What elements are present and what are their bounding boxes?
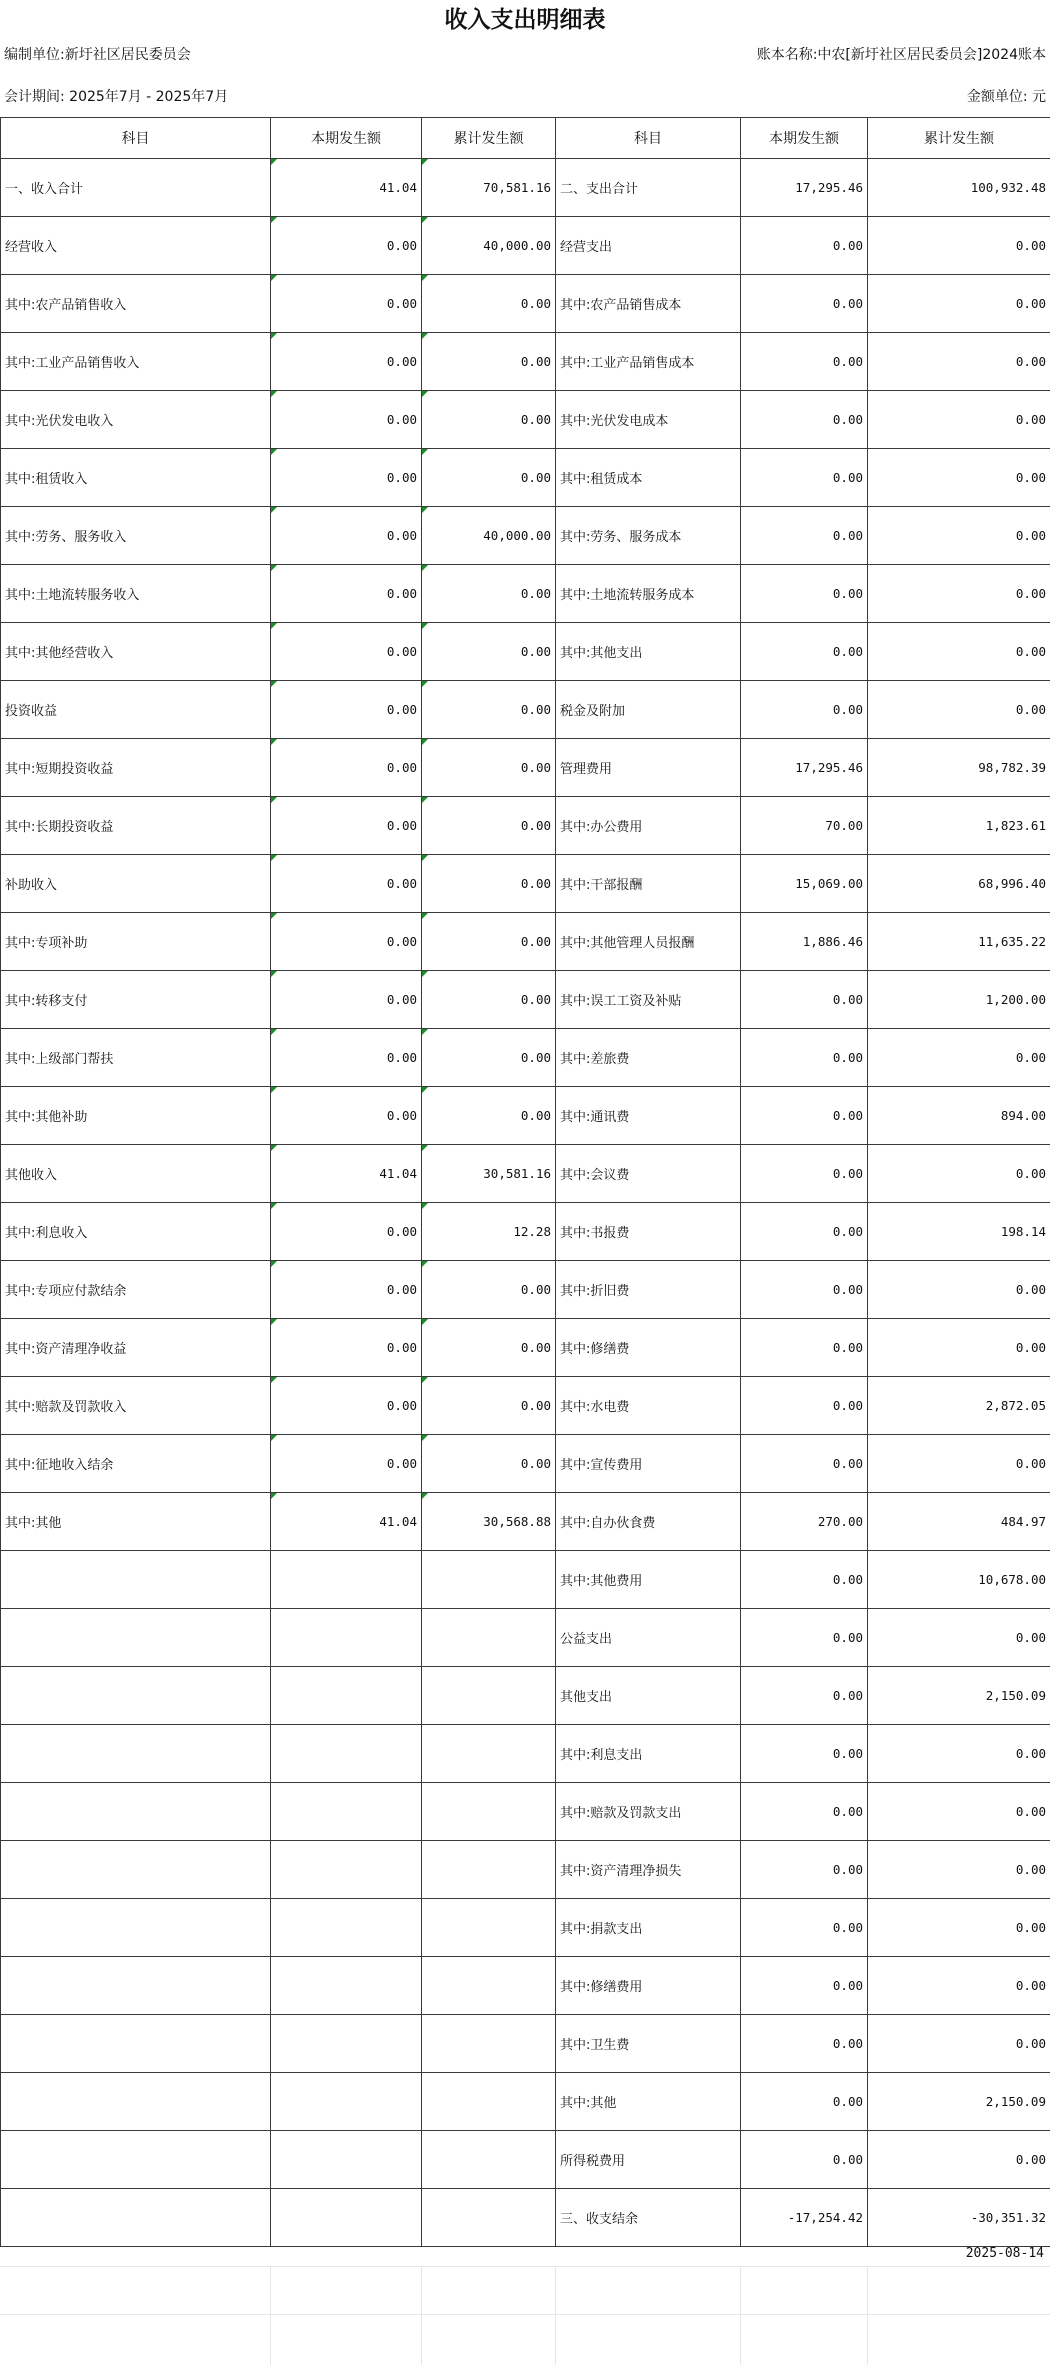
income-cumulative: 30,568.88 [422, 1493, 556, 1551]
income-cumulative-empty [422, 1609, 556, 1667]
table-header-row [1, 118, 1050, 159]
income-current-empty [271, 2131, 422, 2189]
expense-current: 0.00 [741, 1319, 868, 1377]
expense-cumulative: 98,782.39 [868, 739, 1050, 797]
table-row [1, 1435, 1050, 1493]
table-row [1, 1319, 1050, 1377]
income-current-empty [271, 1725, 422, 1783]
income-cumulative-empty [422, 2189, 556, 2247]
income-current: 0.00 [271, 855, 422, 913]
income-current: 0.00 [271, 449, 422, 507]
expense-cumulative: 100,932.48 [868, 159, 1050, 217]
income-subject: 其中:其他 [1, 1493, 271, 1551]
income-cumulative-empty [422, 2015, 556, 2073]
income-subject: 其中:转移支付 [1, 971, 271, 1029]
expense-cumulative: 1,823.61 [868, 797, 1050, 855]
expense-subject: 其中:会议费 [556, 1145, 741, 1203]
expense-cumulative: 0.00 [868, 1029, 1050, 1087]
expense-subject: 三、收支结余 [556, 2189, 741, 2247]
expense-current: 1,886.46 [741, 913, 868, 971]
income-subject-empty [1, 2131, 271, 2189]
income-cumulative: 70,581.16 [422, 159, 556, 217]
expense-current: -17,254.42 [741, 2189, 868, 2247]
income-current-empty [271, 1899, 422, 1957]
income-subject: 其中:工业产品销售收入 [1, 333, 271, 391]
income-subject: 其中:光伏发电收入 [1, 391, 271, 449]
expense-cumulative: 11,635.22 [868, 913, 1050, 971]
table-row [1, 391, 1050, 449]
income-cumulative-empty [422, 1957, 556, 2015]
table-row [1, 449, 1050, 507]
income-subject: 其中:赔款及罚款收入 [1, 1377, 271, 1435]
income-current: 0.00 [271, 913, 422, 971]
income-subject: 其他收入 [1, 1145, 271, 1203]
income-cumulative-empty [422, 1783, 556, 1841]
income-cumulative-empty [422, 1725, 556, 1783]
expense-subject: 其中:通讯费 [556, 1087, 741, 1145]
income-cumulative: 0.00 [422, 1377, 556, 1435]
expense-current: 0.00 [741, 1261, 868, 1319]
expense-current: 0.00 [741, 1435, 868, 1493]
expense-subject: 公益支出 [556, 1609, 741, 1667]
expense-cumulative: 1,200.00 [868, 971, 1050, 1029]
income-current: 0.00 [271, 1319, 422, 1377]
income-current: 0.00 [271, 1203, 422, 1261]
income-current: 0.00 [271, 739, 422, 797]
table-row [1, 623, 1050, 681]
table-row [1, 2131, 1050, 2189]
income-subject: 其中:其他补助 [1, 1087, 271, 1145]
table-row [1, 855, 1050, 913]
expense-subject: 其中:干部报酬 [556, 855, 741, 913]
income-subject: 其中:劳务、服务收入 [1, 507, 271, 565]
income-current: 0.00 [271, 391, 422, 449]
income-cumulative: 0.00 [422, 1435, 556, 1493]
report-title: 收入支出明细表 [444, 7, 606, 33]
header-income-subject: 科目 [1, 118, 271, 159]
expense-subject: 其中:利息支出 [556, 1725, 741, 1783]
expense-cumulative: 0.00 [868, 681, 1050, 739]
expense-subject: 其中:劳务、服务成本 [556, 507, 741, 565]
table-row [1, 739, 1050, 797]
expense-cumulative: 2,872.05 [868, 1377, 1050, 1435]
table-body [1, 159, 1050, 2247]
income-cumulative-empty [422, 1667, 556, 1725]
currency-unit: 金额单位: 元 [966, 89, 1046, 105]
expense-cumulative: 0.00 [868, 217, 1050, 275]
expense-subject: 其中:水电费 [556, 1377, 741, 1435]
header-expense-cumulative: 累计发生额 [868, 118, 1050, 159]
income-subject-empty [1, 1667, 271, 1725]
table-row [1, 1609, 1050, 1667]
expense-subject: 其中:其他管理人员报酬 [556, 913, 741, 971]
expense-cumulative: 0.00 [868, 449, 1050, 507]
table-row [1, 681, 1050, 739]
expense-current: 0.00 [741, 1841, 868, 1899]
income-cumulative: 30,581.16 [422, 1145, 556, 1203]
expense-subject: 其中:其他 [556, 2073, 741, 2131]
income-subject-empty [1, 1551, 271, 1609]
income-cumulative: 0.00 [422, 971, 556, 1029]
table-row [1, 1145, 1050, 1203]
expense-current: 0.00 [741, 1203, 868, 1261]
expense-cumulative: 0.00 [868, 1435, 1050, 1493]
income-cumulative: 0.00 [422, 797, 556, 855]
expense-subject: 其中:自办伙食费 [556, 1493, 741, 1551]
income-cumulative: 0.00 [422, 913, 556, 971]
income-subject-empty [1, 2189, 271, 2247]
expense-current: 0.00 [741, 1609, 868, 1667]
table-row [1, 1203, 1050, 1261]
expense-cumulative: 10,678.00 [868, 1551, 1050, 1609]
table-row [1, 1551, 1050, 1609]
income-subject: 投资收益 [1, 681, 271, 739]
income-subject: 其中:长期投资收益 [1, 797, 271, 855]
table-row [1, 333, 1050, 391]
expense-subject: 其中:差旅费 [556, 1029, 741, 1087]
compiling-unit: 编制单位:新圩社区居民委员会 [4, 47, 191, 63]
footer-area [0, 2244, 1050, 2365]
expense-current: 270.00 [741, 1493, 868, 1551]
table-row [1, 217, 1050, 275]
expense-cumulative: 0.00 [868, 1609, 1050, 1667]
income-cumulative: 0.00 [422, 1261, 556, 1319]
expense-subject: 其他支出 [556, 1667, 741, 1725]
income-cumulative: 0.00 [422, 275, 556, 333]
expense-current: 0.00 [741, 333, 868, 391]
expense-cumulative: 0.00 [868, 507, 1050, 565]
table-row [1, 275, 1050, 333]
expense-current: 0.00 [741, 1783, 868, 1841]
income-cumulative-empty [422, 2073, 556, 2131]
book-name: 账本名称:中农[新圩社区居民委员会]2024账本 [756, 47, 1046, 63]
expense-subject: 其中:卫生费 [556, 2015, 741, 2073]
expense-current: 0.00 [741, 2131, 868, 2189]
income-current: 0.00 [271, 565, 422, 623]
expense-subject: 其中:修缮费 [556, 1319, 741, 1377]
header-income-current: 本期发生额 [271, 118, 422, 159]
expense-subject: 其中:捐款支出 [556, 1899, 741, 1957]
expense-subject: 其中:其他支出 [556, 623, 741, 681]
income-cumulative: 0.00 [422, 1319, 556, 1377]
expense-subject: 其中:赔款及罚款支出 [556, 1783, 741, 1841]
income-current: 0.00 [271, 275, 422, 333]
expense-cumulative: 2,150.09 [868, 2073, 1050, 2131]
table-row [1, 1783, 1050, 1841]
income-current: 0.00 [271, 797, 422, 855]
expense-current: 0.00 [741, 449, 868, 507]
expense-cumulative: 484.97 [868, 1493, 1050, 1551]
income-cumulative: 40,000.00 [422, 507, 556, 565]
expense-cumulative: 68,996.40 [868, 855, 1050, 913]
income-cumulative-empty [422, 1899, 556, 1957]
income-subject: 其中:专项应付款结余 [1, 1261, 271, 1319]
expense-current: 0.00 [741, 1899, 868, 1957]
expense-subject: 管理费用 [556, 739, 741, 797]
income-subject: 其中:资产清理净收益 [1, 1319, 271, 1377]
expense-subject: 其中:资产清理净损失 [556, 1841, 741, 1899]
table-row [1, 1029, 1050, 1087]
income-cumulative: 12.28 [422, 1203, 556, 1261]
report-date: 2025-08-14 [965, 2246, 1044, 2261]
expense-current: 0.00 [741, 1957, 868, 2015]
income-cumulative-empty [422, 1551, 556, 1609]
income-current-empty [271, 1841, 422, 1899]
expense-subject: 其中:租赁成本 [556, 449, 741, 507]
expense-subject: 其中:农产品销售成本 [556, 275, 741, 333]
income-subject-empty [1, 2073, 271, 2131]
income-cumulative: 0.00 [422, 1087, 556, 1145]
expense-cumulative: 0.00 [868, 1725, 1050, 1783]
expense-subject: 其中:书报费 [556, 1203, 741, 1261]
income-subject-empty [1, 2015, 271, 2073]
income-subject-empty [1, 1783, 271, 1841]
income-subject-empty [1, 1609, 271, 1667]
expense-current: 0.00 [741, 275, 868, 333]
income-cumulative: 0.00 [422, 1029, 556, 1087]
income-current: 0.00 [271, 1261, 422, 1319]
table-row [1, 1841, 1050, 1899]
income-current: 0.00 [271, 507, 422, 565]
income-subject-empty [1, 1957, 271, 2015]
income-subject: 其中:上级部门帮扶 [1, 1029, 271, 1087]
expense-subject: 其中:宣传费用 [556, 1435, 741, 1493]
income-current: 0.00 [271, 1029, 422, 1087]
income-subject-empty [1, 1841, 271, 1899]
expense-cumulative: 0.00 [868, 1145, 1050, 1203]
expense-cumulative: 0.00 [868, 2131, 1050, 2189]
table-row [1, 565, 1050, 623]
expense-current: 0.00 [741, 1087, 868, 1145]
expense-cumulative: 0.00 [868, 623, 1050, 681]
expense-current: 0.00 [741, 507, 868, 565]
income-current-empty [271, 1667, 422, 1725]
income-subject-empty [1, 1899, 271, 1957]
income-current: 41.04 [271, 1145, 422, 1203]
income-current: 0.00 [271, 623, 422, 681]
income-current: 0.00 [271, 1087, 422, 1145]
income-subject: 其中:租赁收入 [1, 449, 271, 507]
income-current: 0.00 [271, 217, 422, 275]
expense-current: 0.00 [741, 217, 868, 275]
table-row [1, 1377, 1050, 1435]
income-subject-empty [1, 1725, 271, 1783]
income-current-empty [271, 2073, 422, 2131]
income-current: 41.04 [271, 1493, 422, 1551]
expense-cumulative: 0.00 [868, 1783, 1050, 1841]
expense-cumulative: 0.00 [868, 275, 1050, 333]
header-expense-subject: 科目 [556, 118, 741, 159]
expense-current: 0.00 [741, 565, 868, 623]
table-row [1, 507, 1050, 565]
income-subject: 其中:征地收入结余 [1, 1435, 271, 1493]
expense-cumulative: 0.00 [868, 1841, 1050, 1899]
income-subject: 其中:利息收入 [1, 1203, 271, 1261]
income-current: 0.00 [271, 681, 422, 739]
income-cumulative: 0.00 [422, 855, 556, 913]
expense-cumulative: 0.00 [868, 391, 1050, 449]
expense-subject: 其中:误工工资及补贴 [556, 971, 741, 1029]
income-current: 0.00 [271, 1377, 422, 1435]
table-row [1, 1957, 1050, 2015]
expense-current: 0.00 [741, 1551, 868, 1609]
income-cumulative: 0.00 [422, 391, 556, 449]
expense-subject: 其中:办公费用 [556, 797, 741, 855]
income-current-empty [271, 1551, 422, 1609]
expense-cumulative: 0.00 [868, 565, 1050, 623]
income-current: 0.00 [271, 971, 422, 1029]
expense-subject: 其中:折旧费 [556, 1261, 741, 1319]
table-row [1, 1667, 1050, 1725]
income-subject: 其中:土地流转服务收入 [1, 565, 271, 623]
expense-cumulative: 0.00 [868, 333, 1050, 391]
expense-cumulative: 0.00 [868, 2015, 1050, 2073]
income-current: 0.00 [271, 333, 422, 391]
income-cumulative: 0.00 [422, 681, 556, 739]
expense-current: 0.00 [741, 623, 868, 681]
table-row [1, 1261, 1050, 1319]
expense-current: 17,295.46 [741, 739, 868, 797]
income-subject: 补助收入 [1, 855, 271, 913]
accounting-period: 会计期间: 2025年7月 - 2025年7月 [4, 89, 229, 105]
expense-cumulative: 2,150.09 [868, 1667, 1050, 1725]
expense-subject: 其中:土地流转服务成本 [556, 565, 741, 623]
table-row [1, 913, 1050, 971]
expense-cumulative: 0.00 [868, 1261, 1050, 1319]
table-row [1, 2015, 1050, 2073]
expense-current: 0.00 [741, 681, 868, 739]
income-cumulative: 0.00 [422, 623, 556, 681]
income-cumulative: 0.00 [422, 333, 556, 391]
meta-row-1 [4, 42, 1046, 68]
expense-current: 0.00 [741, 2073, 868, 2131]
expense-current: 0.00 [741, 971, 868, 1029]
income-cumulative: 0.00 [422, 449, 556, 507]
expense-subject: 所得税费用 [556, 2131, 741, 2189]
table-row [1, 2073, 1050, 2131]
expense-current: 0.00 [741, 1725, 868, 1783]
income-subject: 其中:短期投资收益 [1, 739, 271, 797]
header-expense-current: 本期发生额 [741, 118, 868, 159]
table-row [1, 159, 1050, 217]
table-row [1, 1087, 1050, 1145]
expense-current: 0.00 [741, 2015, 868, 2073]
income-subject: 其中:专项补助 [1, 913, 271, 971]
income-current-empty [271, 1783, 422, 1841]
expense-current: 0.00 [741, 1667, 868, 1725]
meta-row-2 [4, 84, 1046, 110]
expense-current: 70.00 [741, 797, 868, 855]
income-cumulative: 40,000.00 [422, 217, 556, 275]
income-current-empty [271, 2189, 422, 2247]
expense-current: 0.00 [741, 1377, 868, 1435]
income-current-empty [271, 1957, 422, 2015]
expense-current: 0.00 [741, 1029, 868, 1087]
expense-subject: 其中:光伏发电成本 [556, 391, 741, 449]
expense-current: 17,295.46 [741, 159, 868, 217]
table-row [1, 797, 1050, 855]
income-subject: 经营收入 [1, 217, 271, 275]
table-row [1, 1725, 1050, 1783]
income-cumulative: 0.00 [422, 565, 556, 623]
income-expense-table [0, 117, 1050, 2247]
expense-subject: 税金及附加 [556, 681, 741, 739]
expense-current: 0.00 [741, 391, 868, 449]
expense-subject: 其中:修缮费用 [556, 1957, 741, 2015]
expense-cumulative: 0.00 [868, 1957, 1050, 2015]
income-cumulative: 0.00 [422, 739, 556, 797]
income-subject: 一、收入合计 [1, 159, 271, 217]
income-subject: 其中:其他经营收入 [1, 623, 271, 681]
expense-cumulative: 0.00 [868, 1899, 1050, 1957]
expense-subject: 其中:工业产品销售成本 [556, 333, 741, 391]
table-row [1, 2189, 1050, 2247]
income-subject: 其中:农产品销售收入 [1, 275, 271, 333]
expense-subject: 其中:其他费用 [556, 1551, 741, 1609]
expense-subject: 二、支出合计 [556, 159, 741, 217]
income-cumulative-empty [422, 1841, 556, 1899]
income-current: 0.00 [271, 1435, 422, 1493]
table-row [1, 971, 1050, 1029]
expense-current: 15,069.00 [741, 855, 868, 913]
expense-subject: 经营支出 [556, 217, 741, 275]
income-current: 41.04 [271, 159, 422, 217]
expense-current: 0.00 [741, 1145, 868, 1203]
expense-cumulative: 0.00 [868, 1319, 1050, 1377]
expense-cumulative: 198.14 [868, 1203, 1050, 1261]
expense-cumulative: -30,351.32 [868, 2189, 1050, 2247]
expense-cumulative: 894.00 [868, 1087, 1050, 1145]
header-income-cumulative: 累计发生额 [422, 118, 556, 159]
table-row [1, 1899, 1050, 1957]
table-row [1, 1493, 1050, 1551]
income-current-empty [271, 2015, 422, 2073]
income-cumulative-empty [422, 2131, 556, 2189]
income-current-empty [271, 1609, 422, 1667]
